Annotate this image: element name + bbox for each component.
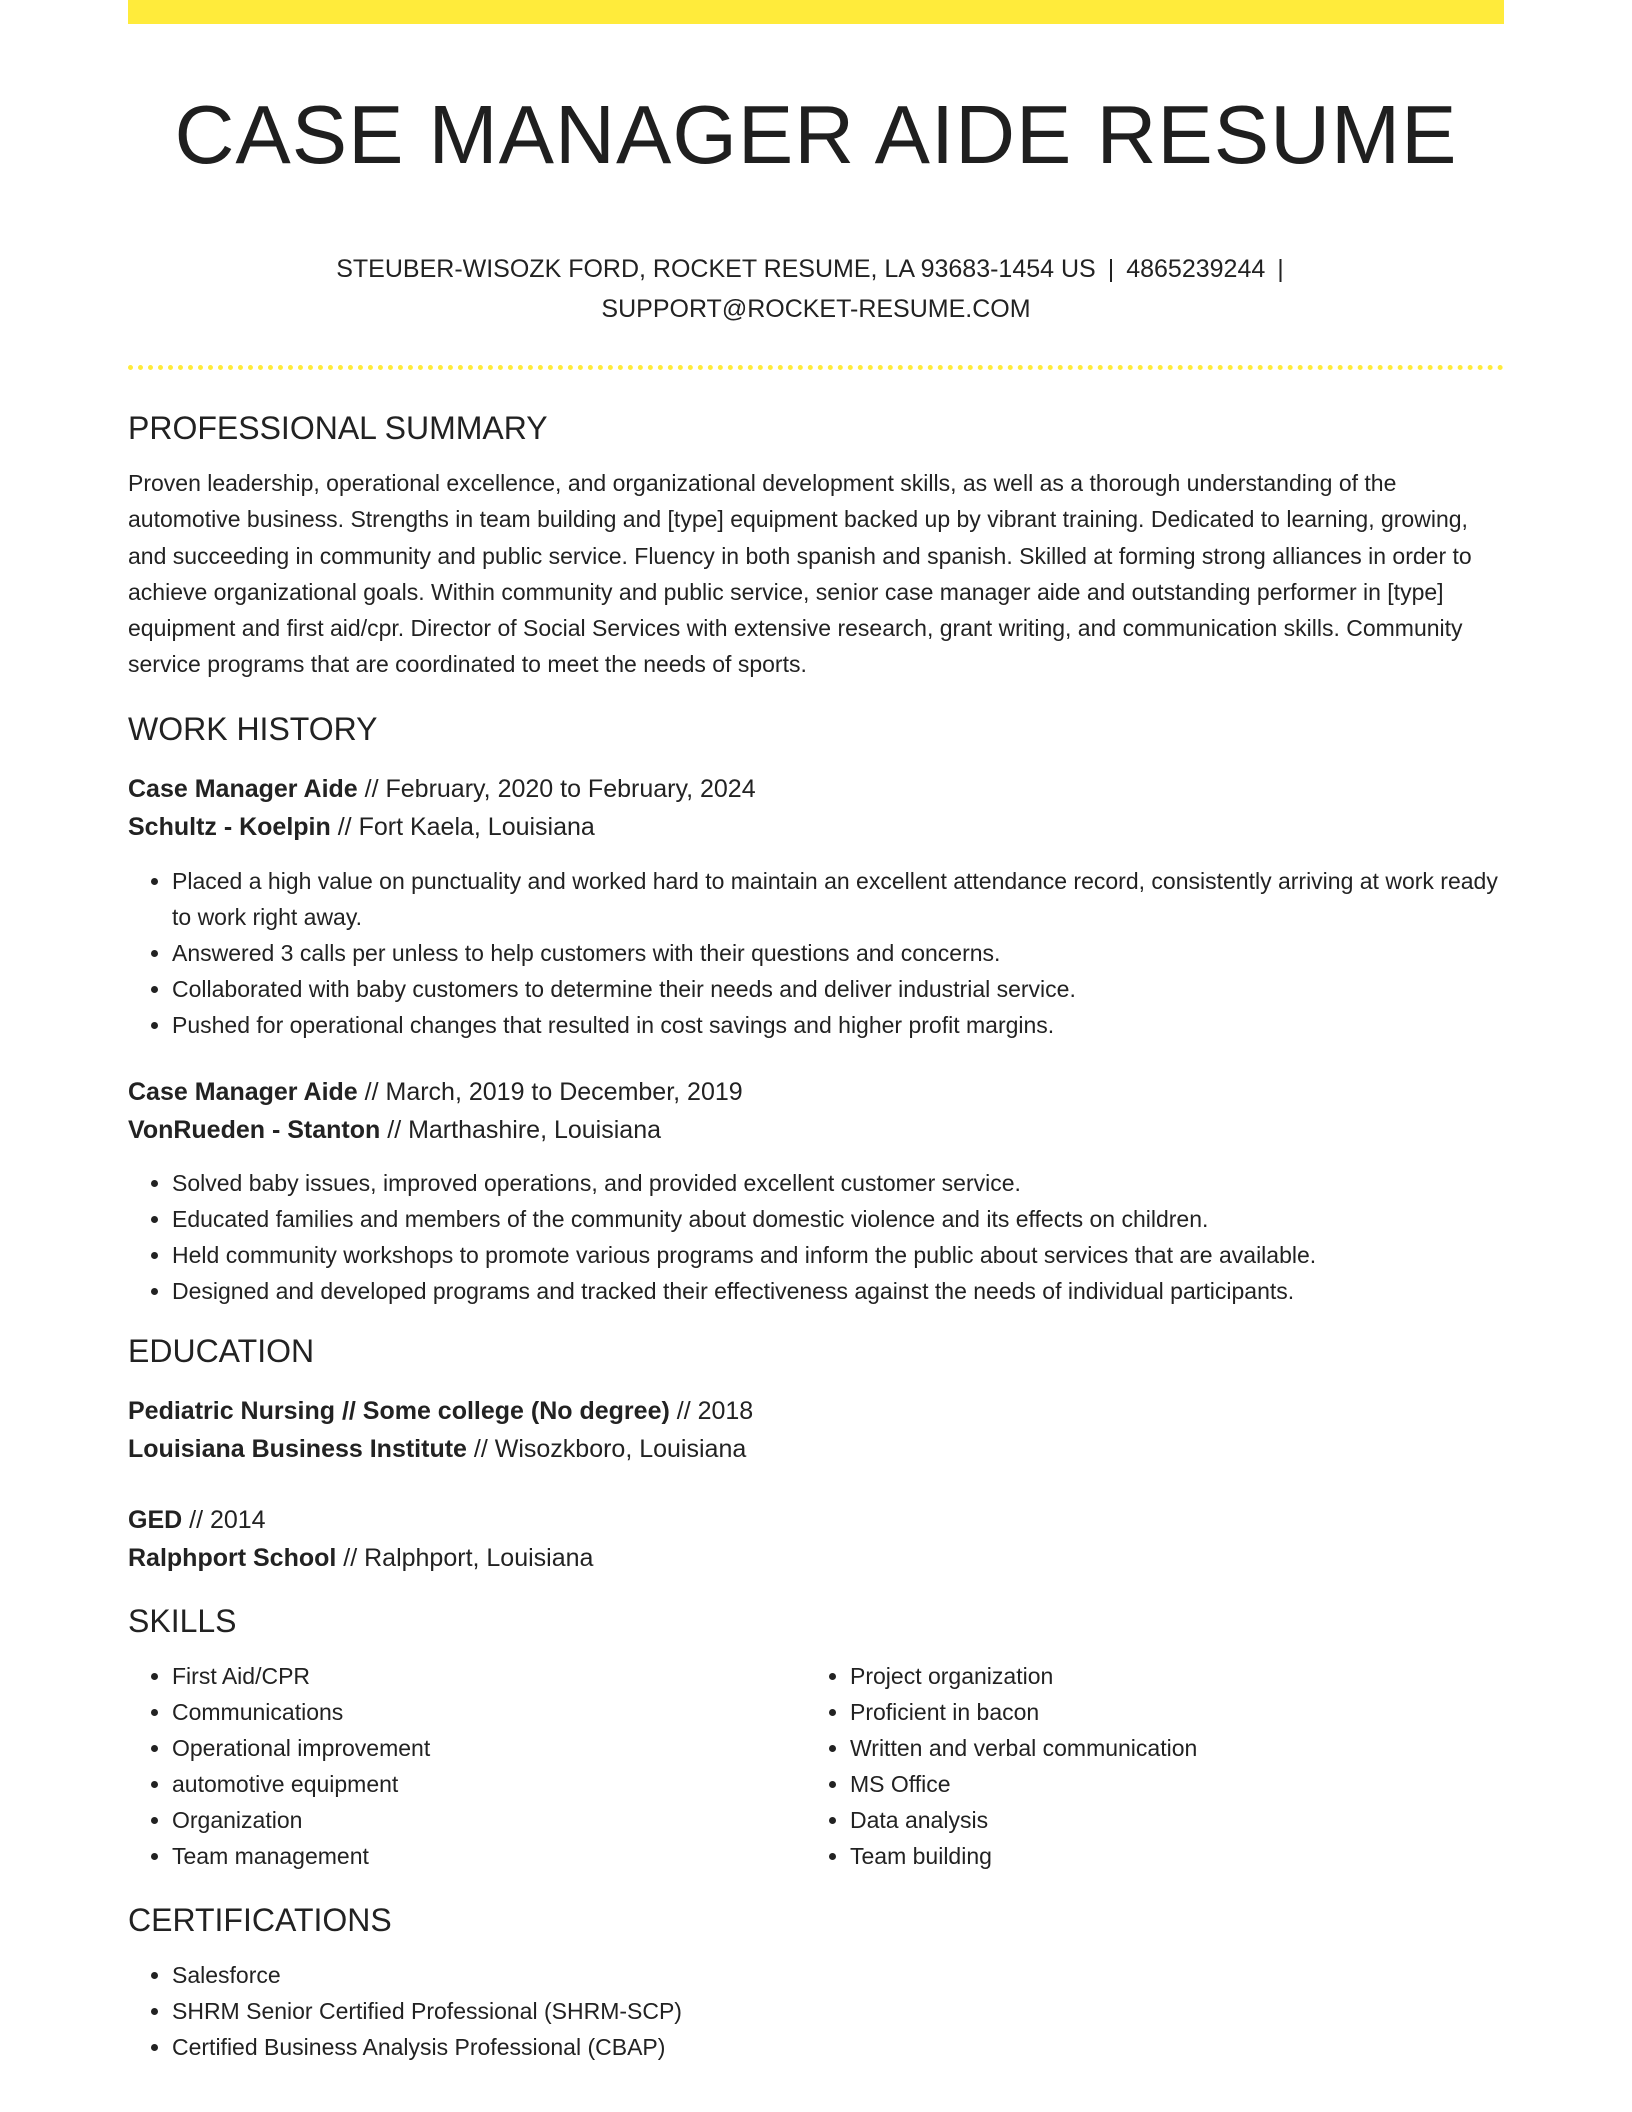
list-item: • Organization — [172, 1802, 806, 1838]
certifications-list — [128, 1957, 1504, 2065]
list-item: • Communications — [172, 1694, 806, 1730]
skills-grid — [128, 1658, 1504, 1874]
list-item: • Designed and developed programs and tracked their effectiveness against the needs of individual participants. — [172, 1273, 1504, 1309]
list-item: • Team management — [172, 1838, 806, 1874]
work-history-heading: WORK HISTORY — [128, 710, 378, 747]
education-location: // Wisozkboro, Louisiana — [466, 1434, 747, 1463]
job-dates: // February, 2020 to February, 2024 — [357, 774, 756, 803]
job-company-line — [128, 1111, 1504, 1149]
education-entry — [128, 1392, 1504, 1468]
education-degree-line — [128, 1501, 1504, 1539]
education-school-line — [128, 1539, 1504, 1577]
education-entry — [128, 1501, 1504, 1577]
education-degree-line — [128, 1392, 1504, 1430]
list-item: • Pushed for operational changes that resulted in cost savings and higher profit margins. — [172, 1007, 1504, 1043]
list-item: • Collaborated with baby customers to determine their needs and deliver industrial service. — [172, 971, 1504, 1007]
page-title: CASE MANAGER AIDE RESUME — [174, 88, 1458, 181]
list-item: • Answered 3 calls per unless to help customers with their questions and concerns. — [172, 935, 1504, 971]
list-item: • Team building — [850, 1838, 1484, 1874]
contact-line-2 — [128, 289, 1504, 329]
job-company: VonRueden - Stanton — [128, 1115, 381, 1144]
job-entry — [128, 1073, 1504, 1309]
dotted-divider — [128, 365, 1504, 370]
job-bullets — [128, 1165, 1504, 1309]
list-item: • Solved baby issues, improved operations, and provided excellent customer service. — [172, 1165, 1504, 1201]
job-bullets — [128, 863, 1504, 1043]
contact-separator: | — [1107, 255, 1115, 283]
education-school: Louisiana Business Institute — [128, 1434, 467, 1463]
education-year: // 2018 — [669, 1396, 754, 1425]
education-school-line — [128, 1430, 1504, 1468]
list-item: • Project organization — [850, 1658, 1484, 1694]
skills-heading: SKILLS — [128, 1602, 237, 1639]
job-entry — [128, 770, 1504, 1043]
job-title-line — [128, 1073, 1504, 1111]
list-item: • Educated families and members of the community about domestic violence and its effects on children. — [172, 1201, 1504, 1237]
list-item: • Salesforce — [172, 1957, 1504, 1993]
list-item: • Operational improvement — [172, 1730, 806, 1766]
certifications-heading: CERTIFICATIONS — [128, 1901, 392, 1938]
job-company: Schultz - Koelpin — [128, 812, 331, 841]
list-item: • Data analysis — [850, 1802, 1484, 1838]
list-item: • Held community workshops to promote various programs and inform the public about services that are available. — [172, 1237, 1504, 1273]
education-degree: GED — [128, 1505, 183, 1534]
summary-heading: PROFESSIONAL SUMMARY — [128, 410, 548, 446]
contact-line-1 — [128, 249, 1504, 289]
skills-list — [806, 1658, 1484, 1874]
job-dates: // March, 2019 to December, 2019 — [357, 1077, 743, 1106]
list-item: • Placed a high value on punctuality and worked hard to maintain an excellent attendance record, consistently arriving at work ready to work right away. — [172, 863, 1504, 935]
list-item: • SHRM Senior Certified Professional (SHRM-SCP) — [172, 1993, 1504, 2029]
contact-phone: 4865239244 — [1126, 255, 1266, 283]
education-heading: EDUCATION — [128, 1332, 315, 1369]
job-title: Case Manager Aide — [128, 774, 358, 803]
education-location: // Ralphport, Louisiana — [336, 1543, 594, 1572]
job-title-line — [128, 770, 1504, 808]
list-item: • Written and verbal communication — [850, 1730, 1484, 1766]
list-item: • First Aid/CPR — [172, 1658, 806, 1694]
job-location: // Fort Kaela, Louisiana — [330, 812, 595, 841]
education-school: Ralphport School — [128, 1543, 337, 1572]
job-title: Case Manager Aide — [128, 1077, 358, 1106]
list-item: • MS Office — [850, 1766, 1484, 1802]
resume-page — [128, 0, 1504, 2065]
education-degree: Pediatric Nursing // Some college (No degree) — [128, 1396, 670, 1425]
contact-address: STEUBER-WISOZK FORD, ROCKET RESUME, LA 93683-1454 US — [336, 255, 1096, 283]
contact-email: SUPPORT@ROCKET-RESUME.COM — [601, 295, 1031, 323]
skills-column-right — [806, 1658, 1484, 1874]
job-company-line — [128, 808, 1504, 846]
skills-list — [128, 1658, 806, 1874]
summary-text: Proven leadership, operational excellence, and organizational development skills, as well as a thorough understanding of the automotive business. Strengths in team building and [type] equipment backed up by vibrant training. Dedicated to learning, growing, and succeeding in community and public service. Fluency in both spanish and spanish. Skilled at forming strong alliances in order to achieve organizational goals. Within community and public service, senior case manager aide and outstanding performer in [type] equipment and first aid/cpr. Director of Social Services with extensive research, grant writing, and communication skills. Community service programs that are coordinated to meet the needs of sports. — [128, 470, 1472, 678]
education-year: // 2014 — [182, 1505, 266, 1534]
contact-separator: | — [1277, 255, 1284, 283]
list-item: • Proficient in bacon — [850, 1694, 1484, 1730]
contact-block — [128, 249, 1504, 329]
accent-bar — [128, 0, 1504, 24]
job-location: // Marthashire, Louisiana — [380, 1115, 661, 1144]
list-item: • automotive equipment — [172, 1766, 806, 1802]
list-item: • Certified Business Analysis Professional (CBAP) — [172, 2029, 1504, 2065]
skills-column-left — [128, 1658, 806, 1874]
